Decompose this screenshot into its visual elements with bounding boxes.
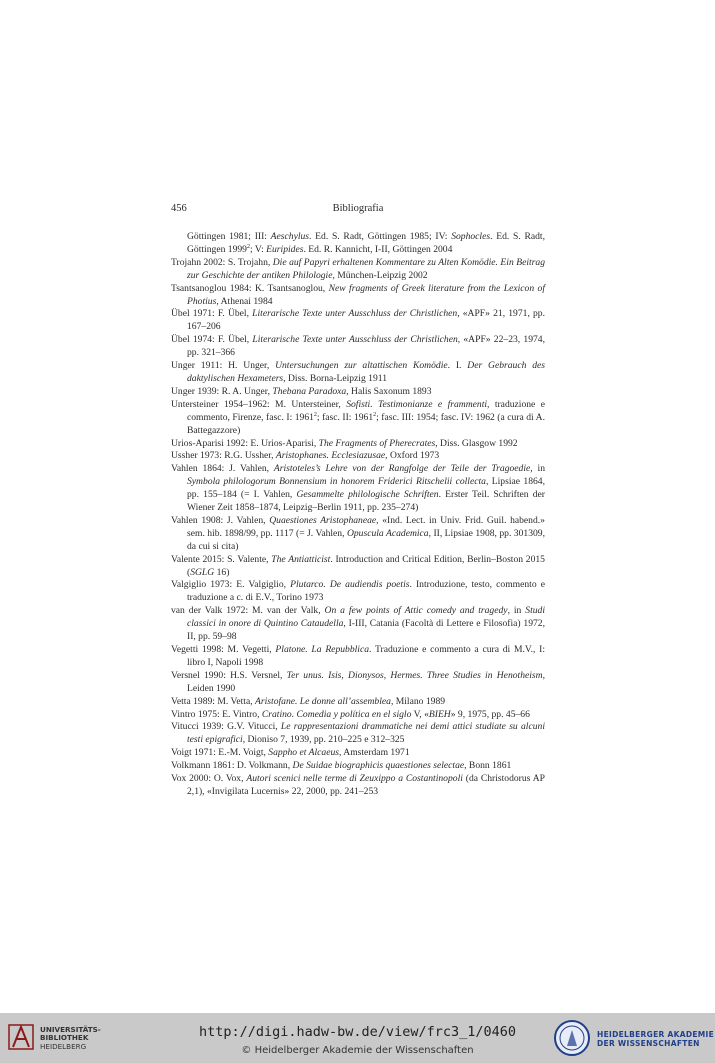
bibliography-entry: Versnel 1990: H.S. Versnel, Ter unus. Isis, Dionysos, Hermes. Three Studies in Henotheism, Leiden 1990 bbox=[171, 669, 545, 694]
bibliography-entry: van der Valk 1972: M. van der Valk, On a few points of Attic comedy and tragedy, in Studi classici in onore di Quintino Cataudella, I-III, Catania (Facoltà di Lettere e Filosofia) 1972, II, pp. 59–98 bbox=[171, 605, 545, 643]
bibliography-entry: Übel 1974: F. Übel, Literarische Texte unter Ausschluss der Christlichen, «APF» 22–23, 1974, pp. 321–366 bbox=[171, 334, 546, 359]
bibliography-entry: Vetta 1989: M. Vetta, Aristofane. Le donne all’assemblea, Milano 1989 bbox=[171, 695, 446, 707]
academy-name: HEIDELBERGER AKADEMIE DER WISSENSCHAFTEN bbox=[597, 1030, 715, 1048]
bibliography-entry: Vegetti 1998: M. Vegetti, Platone. La Repubblica. Traduzione e commento a cura di M.V., I: libro I, Napoli 1998 bbox=[171, 644, 545, 668]
bibliography-entry: Urios-Aparisi 1992: E. Urios-Aparisi, The Fragments of Pherecrates, Diss. Glasgow 1992 bbox=[171, 437, 518, 449]
bibliography-entry: Ussher 1973: R.G. Ussher, Aristophanes. Ecclesiazusae, Oxford 1973 bbox=[171, 450, 440, 462]
bibliography-entry: Valente 2015: S. Valente, The Antiatticist. Introduction and Critical Edition, Berlin–Boston 2015 (SGLG 16) bbox=[171, 553, 545, 578]
bibliography-entry: Voigt 1971: E.-M. Voigt, Sappho et Alcaeus, Amsterdam 1971 bbox=[171, 747, 410, 759]
bibliography-entry: Valgiglio 1973: E. Valgiglio, Plutarco. De audiendis poetis. Introduzione, testo, commento e traduzione a c. di E.V., Torino 1973 bbox=[171, 579, 546, 604]
copyright-notice: © Heidelberger Akademie der Wissenschaften bbox=[241, 1045, 474, 1056]
bibliography-entry: Trojahn 2002: S. Trojahn, Die auf Papyri erhaltenen Kommentare zu Alten Komödie. Ein Beitrag zur Geschichte der antiken Philologie, München-Leipzig 2002 bbox=[171, 256, 545, 281]
viewer-footer bbox=[0, 1013, 715, 1063]
bibliography-list bbox=[171, 231, 545, 799]
bibliography-entry: Vahlen 1908: J. Vahlen, Quaestiones Aristophaneae, «Ind. Lect. in Univ. Frid. Guil. habend.» sem. hib. 1898/99, pp. 1117 (= J. Vahlen, Opuscula Academica, II, Lipsiae 1908, pp. 301309, da cui si cita) bbox=[171, 514, 545, 552]
running-title: Bibliografia bbox=[332, 203, 384, 214]
bibliography-entry: Vitucci 1939: G.V. Vitucci, Le rappresentazioni drammatiche nei demi attici studiate su alcuni testi epigrafici, Dioniso 7, 1939, pp. 210–225 e 312–325 bbox=[171, 721, 545, 746]
bibliography-entry: Vintro 1975: E. Vintro, Cratino. Comedia y política en el siglo V, «BIEH» 9, 1975, pp. 45–66 bbox=[171, 708, 530, 720]
bibliography-entry: Göttingen 1981; III: Aeschylus. Ed. S. Radt, Göttingen 1985; IV: Sophocles. Ed. S. Radt, Göttingen 1999$^2$; V: Euripides. Ed. R. Kannicht, I-II, Göttingen 2004 bbox=[187, 231, 545, 255]
page-url[interactable]: http://digi.hadw-bw.de/view/frc3_1/0460 bbox=[199, 1024, 516, 1040]
bibliography-entry: Volkmann 1861: D. Volkmann, De Suidae biographicis quaestiones selectae, Bonn 1861 bbox=[171, 760, 512, 772]
bibliography-entry: Unger 1939: R. A. Unger, Thebana Paradoxa, Halis Saxonum 1893 bbox=[171, 385, 432, 397]
academy-seal-icon bbox=[553, 1019, 591, 1057]
page-number: 456 bbox=[171, 203, 187, 214]
page-header bbox=[171, 203, 545, 219]
bibliography-entry: Tsantsanoglou 1984: K. Tsantsanoglou, New fragments of Greek literature from the Lexicon of Photius, Athenai 1984 bbox=[171, 282, 545, 307]
bibliography-entry: Unger 1911: H. Unger, Untersuchungen zur altattischen Komödie. I. Der Gebrauch des daktylischen Hexameters, Diss. Borna-Leipzig 1911 bbox=[171, 360, 545, 384]
bibliography-entry: Vahlen 1864: J. Vahlen, Aristoteles’s Lehre von der Rangfolge der Teile der Tragoedie, in Symbola philologorum Bonnensium in honorem Friderici Ritschelii collecta, Lipsiae 1864, pp. 155–184 (= I. Vahlen, Gesammelte philologische Schriften. Erster Teil. Schriften der Wiener Zeit 1858–1874, Leipzig–Berlin 1911, pp. 235–274) bbox=[171, 463, 545, 514]
bibliography-entry: Vox 2000: O. Vox, Autori scenici nelle terme di Zeuxippo a Costantinopoli (da Christodorus AP 2,1), «Invigilata Lucernis» 22, 2000, pp. 241–253 bbox=[171, 773, 545, 797]
bibliography-entry: Untersteiner 1954–1962: M. Untersteiner, Sofisti. Testimonianze e frammenti, traduzione e commento, Firenze, fasc. I: 1961$^2$; fasc. II: 1961$^2$; fasc. III: 1954; fasc. IV: 1962 (a cura di A. Battegazzore) bbox=[171, 398, 545, 436]
university-library-name: UNIVERSITÄTS- BIBLIOTHEK HEIDELBERG bbox=[40, 1025, 101, 1051]
bibliography-entry: Übel 1971: F. Übel, Literarische Texte unter Ausschluss der Christlichen, «APF» 21, 1971, pp. 167–206 bbox=[171, 308, 545, 333]
